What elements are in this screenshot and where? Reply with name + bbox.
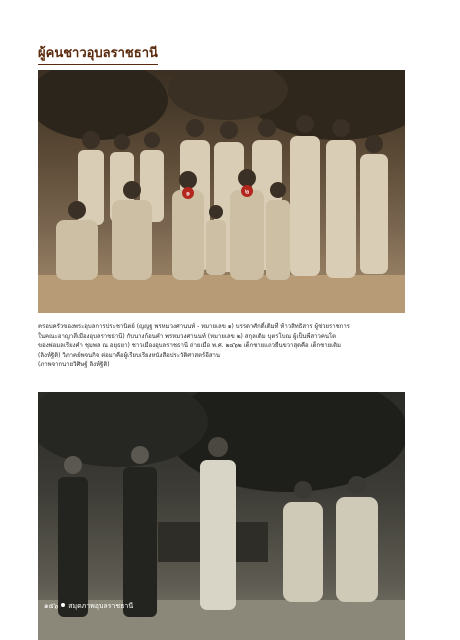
caption-line: ของพ่อมลเรียงคำ ชุมพล ณ อยุธยา) ชาวเมืองอุบลราชธานี ถ่ายเมื่อ พ.ศ. ๒๔๖๒ เด็กชายแถวยืนขวาสุดคือ เด็กชายเติม — [38, 342, 342, 350]
caption-line: ครอบครัวของพระอุบลการประชานิตย์ (ญญฐ พรหมวงศานนท์ - หมายเลข ๑) บรรดาศักดิ์เดิมที่ ท้าวสิทธิสาร ผู้ช่วยราชการ — [38, 323, 350, 330]
page-number: ๑๕๖ — [44, 602, 59, 610]
family-portrait-illustration — [38, 70, 405, 313]
photo-caption — [38, 322, 410, 370]
page-title: ผู้คนชาวอุบลราชธานี — [38, 42, 158, 65]
caption-line: (ลิงห์ฐิติ) วิภาคย์พจนกิจ ต่อมาคือผู้เรียบเรียงหนังสือประวัติศาสตร์อีสาน — [38, 351, 220, 359]
marker-label: ๑ — [185, 189, 191, 198]
marker-label: ๒ — [244, 187, 250, 196]
caption-line: (ภาพจากนายวิศิษฐ์ ลิงห์ฐิติ) — [38, 361, 110, 369]
caption-line: ในคณะอาญาสี่เมืองอุบลราชธานี) กับนางก้อนคำ พรหมวงศานนท์ (หมายเลข ๒) สกุลเดิม บุตรโบณ ผู้เป็นพี่สาวคนโต — [38, 332, 337, 340]
bullet-icon — [61, 603, 65, 607]
family-portrait-photo — [38, 70, 405, 313]
page-footer — [44, 601, 133, 612]
book-title: สมุดภาพอุบลราชธานี — [68, 602, 134, 610]
